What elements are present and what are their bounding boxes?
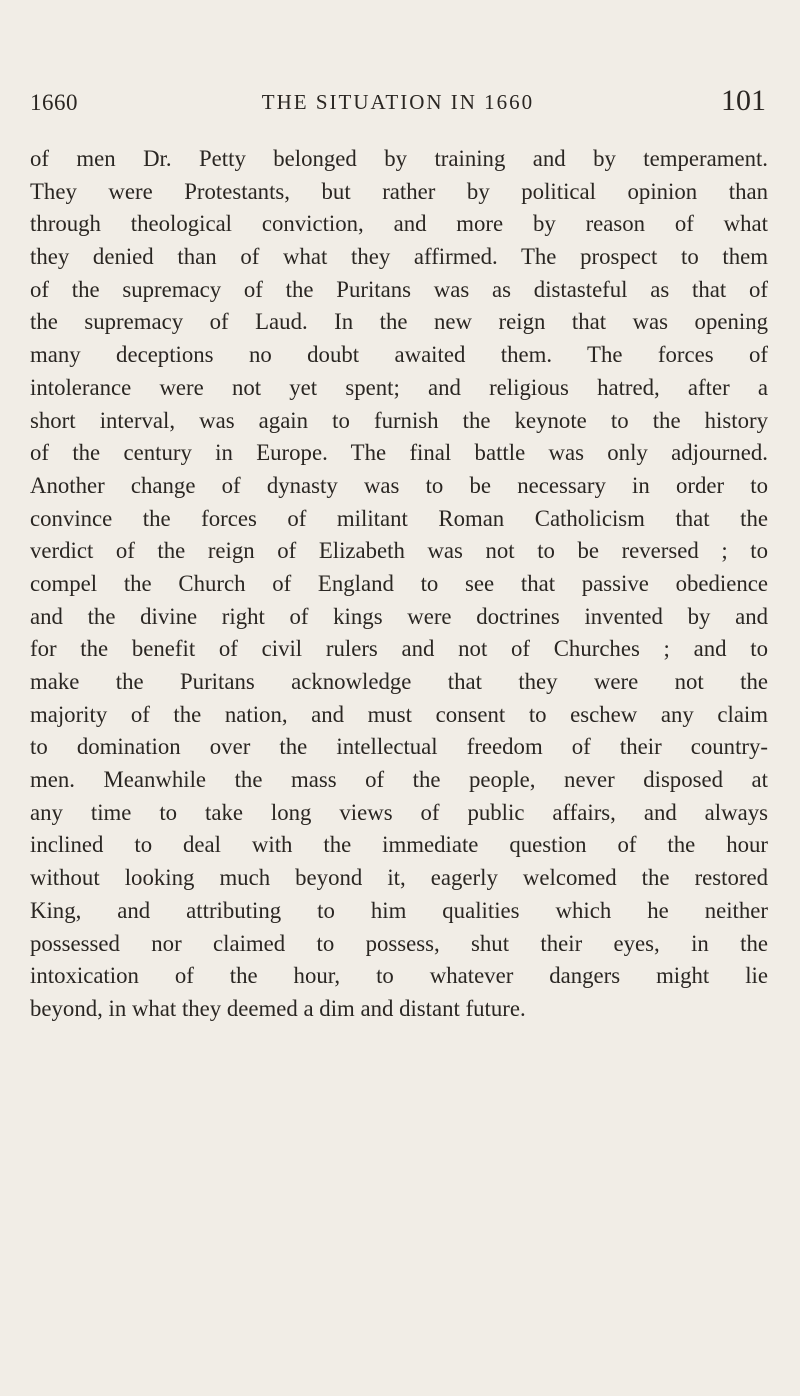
- text-line: short interval, was again to furnish the keynote to the history: [30, 407, 768, 433]
- text-line: of the century in Europe. The final battle was only adjourned.: [30, 440, 768, 466]
- text-line: convince the forces of militant Roman Catholicism that the: [30, 505, 768, 531]
- text-line: King, and attributing to him qualities which he neither: [30, 897, 768, 923]
- text-line: for the benefit of civil rulers and not of Churches ; and to: [30, 636, 768, 662]
- text-line: any time to take long views of public affairs, and always: [30, 799, 768, 825]
- text-line: inclined to deal with the immediate question of the hour: [30, 832, 768, 858]
- text-line: many deceptions no doubt awaited them. The forces of: [30, 342, 768, 368]
- text-line: to domination over the intellectual freedom of their country-: [30, 734, 768, 760]
- text-line: Another change of dynasty was to be necessary in order to: [30, 472, 768, 498]
- body-text: [30, 143, 768, 1026]
- page-number: 101: [721, 84, 766, 117]
- text-line: men. Meanwhile the mass of the people, never disposed at: [30, 767, 768, 793]
- header-year: 1660: [30, 90, 78, 115]
- text-line: and the divine right of kings were doctrines invented by and: [30, 603, 768, 629]
- text-line: make the Puritans acknowledge that they were not the: [30, 669, 768, 694]
- text-line: of men Dr. Petty belonged by training and by temperament.: [30, 146, 768, 171]
- running-head: [30, 84, 766, 130]
- text-line: the supremacy of Laud. In the new reign that was opening: [30, 309, 768, 335]
- text-line: intoxication of the hour, to whatever dangers might lie: [30, 963, 768, 989]
- text-line: intolerance were not yet spent; and religious hatred, after a: [30, 374, 768, 400]
- text-line: majority of the nation, and must consent to eschew any claim: [30, 701, 768, 727]
- text-line: They were Protestants, but rather by political opinion than: [30, 178, 768, 204]
- text-line: through theological conviction, and more by reason of what: [30, 211, 768, 237]
- text-line: possessed nor claimed to possess, shut their eyes, in the: [30, 930, 768, 956]
- text-line: verdict of the reign of Elizabeth was not to be reversed ; to: [30, 538, 768, 564]
- text-line: without looking much beyond it, eagerly welcomed the restored: [30, 865, 768, 891]
- text-line: beyond, in what they deemed a dim and distant future.: [30, 995, 526, 1021]
- chapter-title: THE SITUATION IN 1660: [261, 90, 535, 114]
- text-line: compel the Church of England to see that passive obedience: [30, 570, 768, 596]
- text-line: of the supremacy of the Puritans was as distasteful as that of: [30, 276, 768, 302]
- text-line: they denied than of what they affirmed. The prospect to them: [30, 244, 768, 270]
